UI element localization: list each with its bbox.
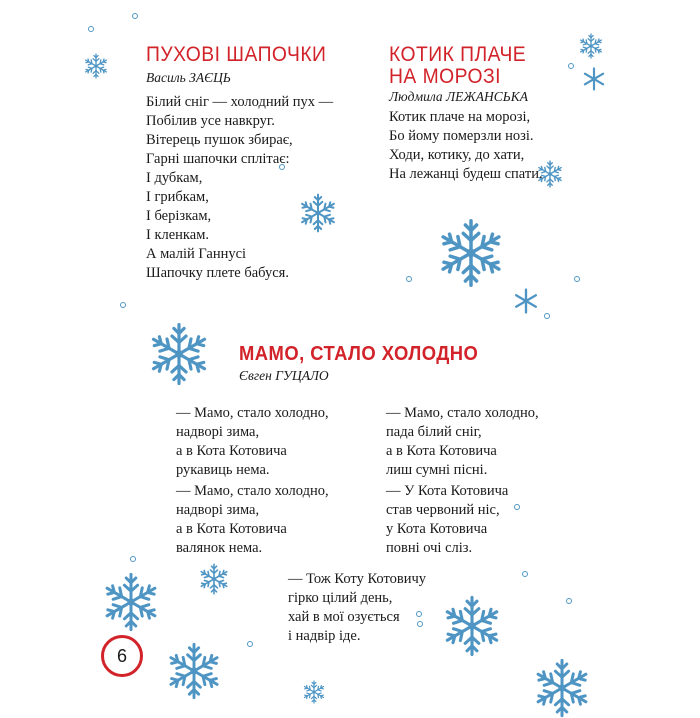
title-line: НА МОРОЗІ — [389, 65, 501, 88]
verse-line: — Мамо, стало холодно, — [176, 483, 329, 499]
snowflake-icon — [436, 218, 506, 288]
poem-stanza — [389, 108, 543, 184]
verse-line: а в Кота Котовича — [386, 443, 497, 459]
verse-line: пада білий сніг, — [386, 424, 482, 440]
page-number: 6 — [101, 635, 143, 677]
snowflake-icon — [441, 595, 503, 657]
verse-line: хай в мої озується — [288, 609, 400, 625]
snow-dot — [566, 598, 572, 604]
snowflake-icon — [513, 288, 539, 314]
verse-line: — Мамо, стало холодно, — [386, 405, 539, 421]
verse-line: — Тож Коту Котовичу — [288, 571, 427, 587]
snowflake-icon — [83, 50, 109, 82]
verse-line: Побілив усе навкруг. — [146, 113, 275, 129]
poem-stanza — [288, 570, 426, 646]
poem-title: ПУХОВІ ШАПОЧКИ — [146, 43, 327, 66]
verse-line: Білий сніг — холодний пух — — [146, 94, 334, 110]
snow-dot — [132, 13, 138, 19]
poem-stanza — [386, 482, 508, 558]
verse-line: гірко цілий день, — [288, 590, 393, 606]
snowflake-icon — [165, 642, 223, 700]
snow-dot — [574, 276, 580, 282]
verse-line: Ходи, котику, до хати, — [389, 147, 525, 163]
verse-line: А малій Ганнусі — [146, 246, 247, 262]
poem-stanza — [386, 404, 539, 480]
snowflake-icon — [147, 322, 211, 386]
verse-line: І кленкам. — [146, 227, 209, 243]
snow-dot — [120, 302, 126, 308]
poem-title — [389, 44, 526, 88]
snow-dot — [568, 63, 574, 69]
snowflake-icon — [101, 572, 161, 632]
snow-dot — [406, 276, 412, 282]
verse-line: І дубкам, — [146, 170, 203, 186]
verse-line: Бо йому померзли нозі. — [389, 128, 534, 144]
title-line: КОТИК ПЛАЧЕ — [389, 43, 527, 66]
poem-stanza — [176, 404, 329, 480]
poem-author: Людмила ЛЕЖАНСЬКА — [389, 89, 528, 104]
verse-line: Гарні шапочки сплітає: — [146, 151, 290, 167]
verse-line: у Кота Котовича — [386, 521, 488, 537]
verse-line: а в Кота Котовича — [176, 521, 287, 537]
verse-line: На лежанці будеш спати. — [389, 166, 543, 182]
poem-author: Василь ЗАЄЦЬ — [146, 70, 231, 85]
verse-line: Шапочку плете бабуся. — [146, 265, 289, 281]
verse-line: Вітерець пушок збирає, — [146, 132, 293, 148]
snow-dot — [522, 571, 528, 577]
snowflake-icon — [578, 33, 604, 59]
verse-line: повні очі сліз. — [386, 540, 473, 556]
poem-stanza — [176, 482, 329, 558]
snowflake-icon — [582, 67, 606, 91]
snow-dot — [514, 504, 520, 510]
verse-line: — У Кота Котовича — [386, 483, 509, 499]
snow-dot — [247, 641, 253, 647]
verse-line: надворі зима, — [176, 502, 260, 518]
verse-line: і надвір іде. — [288, 628, 361, 644]
verse-line: валянок нема. — [176, 540, 263, 556]
verse-line: І берізкам, — [146, 208, 212, 224]
snowflake-icon — [302, 680, 326, 704]
snow-dot — [130, 556, 136, 562]
snowflake-icon — [198, 563, 230, 595]
poem-author: Євген ГУЦАЛО — [239, 368, 329, 383]
verse-line: надворі зима, — [176, 424, 260, 440]
poem-title: МАМО, СТАЛО ХОЛОДНО — [239, 343, 479, 365]
poem-stanza — [146, 93, 333, 283]
snow-dot — [544, 313, 550, 319]
snowflake-icon — [532, 658, 592, 718]
verse-line: став червоний ніс, — [386, 502, 500, 518]
verse-line: Котик плаче на морозі, — [389, 109, 531, 125]
snow-dot — [88, 26, 94, 32]
verse-line: рукавиць нема. — [176, 462, 270, 478]
verse-line: — Мамо, стало холодно, — [176, 405, 329, 421]
verse-line: І грибкам, — [146, 189, 209, 205]
verse-line: лиш сумні пісні. — [386, 462, 488, 478]
verse-line: а в Кота Котовича — [176, 443, 287, 459]
